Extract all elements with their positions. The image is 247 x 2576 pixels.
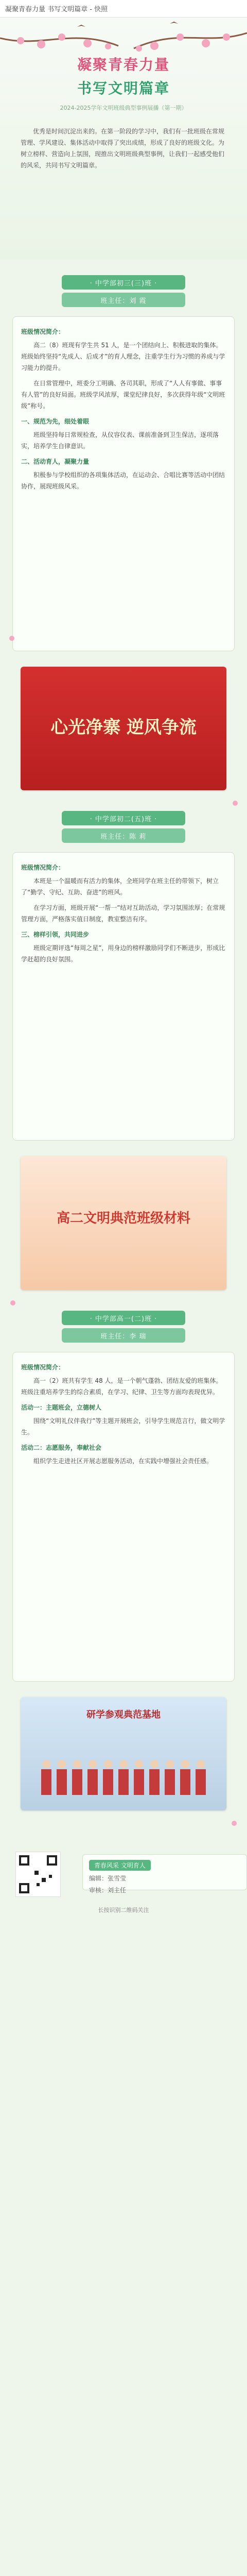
hero-subtitle: 2024-2025学年文明班级典型事例展播（第一期） [60, 105, 187, 111]
section3-heading: 班级情况简介： [21, 1364, 65, 1371]
section1-paragraph: 高二（8）班现有学生共 51 人，是一个团结向上、积极进取的集体。班级始终坚持“先成人、后成才”的育人理念，注重学生行为习惯的养成与学习能力的提升。 [21, 342, 225, 371]
article [0, 18, 247, 2576]
hero-intro: 优秀是时间沉淀出来的。在第一阶段的学习中，我们有一批班级在常规管理、学风建设、集体活动中取得了突出成绩，形成了良好的班级文化。为树立榜样、营造向上氛围，现推出文明班级典型事例，让我们一起感受他们的风采，共同书写文明篇章。 [21, 128, 225, 169]
hero-banner [0, 18, 247, 260]
group-photo-silhouettes [21, 1697, 226, 1810]
section3-author: 班主任：李 瑞 [62, 1328, 185, 1343]
hero-title-wrap [0, 54, 247, 112]
section3-subheading: 活动一：主题班会，立德树人 [21, 1404, 102, 1411]
editor-info-box [82, 1854, 247, 1894]
section2-paragraph: 班级定期评选“每周之星”，用身边的榜样激励同学们不断进步，形成比学赶超的良好氛围。 [21, 944, 225, 963]
section3-photo [21, 1697, 226, 1810]
window-title-bar [0, 0, 247, 18]
section3-paragraph: 组织学生走进社区开展志愿服务活动，在实践中增强社会责任感。 [33, 1458, 213, 1465]
section2-paragraph: 本班是一个温暖而有活力的集体，全班同学在班主任的带领下，树立了“勤学、守纪、互助、奋进”的班风。 [21, 877, 219, 896]
blossom-decoration [232, 1821, 237, 1826]
blossom-decoration [10, 1300, 15, 1306]
section2-ribbon: · 中学部初二(五)班 · [62, 811, 185, 825]
section3-ribbon: · 中学部高一(二)班 · [62, 1311, 185, 1325]
qr-code[interactable] [15, 1852, 61, 1897]
hero-title-line2: 书写文明篇章 [77, 80, 170, 97]
window-title: 凝聚青春力量 书写文明篇章 - 快照 [5, 6, 108, 13]
section3-subheading: 活动二：志愿服务，奉献社会 [21, 1444, 102, 1451]
section1-author: 班主任：刘 霞 [62, 293, 185, 307]
section1-ribbon: · 中学部初三(三)班 · [62, 275, 185, 290]
section3-photo-text: 研学参观典范基地 [86, 1709, 161, 1720]
section1-heading: 班级情况简介： [21, 328, 65, 335]
section2-heading: 班级情况简介： [21, 864, 65, 871]
section3-paragraph: 高一（2）班共有学生 48 人，是一个朝气蓬勃、团结友爱的班集体。班级注重培养学生的综合素质，在学习、纪律、卫生等方面均表现优异。 [21, 1377, 222, 1396]
section1-paragraph: 积极参与学校组织的各项集体活动，在运动会、合唱比赛等活动中团结协作，展现班级风采。 [21, 471, 225, 490]
reviewer-line: 审核：刘主任 [89, 1887, 127, 1894]
section1-paragraph: 在日常管理中，班委分工明确、各司其职，形成了“人人有事做、事事有人管”的良好局面。班级学风浓厚，课堂纪律良好，多次获得年级“文明班级”称号。 [21, 380, 225, 410]
section2-card [12, 852, 235, 1141]
section2-photo [21, 1156, 226, 1290]
hero-title-line1: 凝聚青春力量 [77, 56, 170, 73]
qr-code-icon [16, 1852, 60, 1896]
section2-photo-text: 高二文明典范班级材料 [56, 1211, 190, 1226]
section2-paragraph: 在学习方面，班级开展“一帮一”结对互助活动，学习氛围浓厚；在常规管理方面，严格落实值日制度，教室整洁有序。 [21, 904, 225, 923]
section1-subheading: 二、活动育人，凝聚力量 [21, 458, 90, 465]
blossom-decoration [233, 801, 238, 806]
section1-photo [21, 667, 226, 790]
blossom-decoration [9, 636, 14, 641]
section2-subheading: 三、榜样引领，共同进步 [21, 931, 90, 938]
section1-card [12, 316, 235, 651]
editor-line: 编辑：张雪莹 [89, 1875, 127, 1882]
section3-paragraph: 围绕“文明礼仪伴我行”等主题开展班会，引导学生规范言行，做文明学生。 [21, 1417, 225, 1436]
section1-paragraph: 班级坚持每日常规检查，从仪容仪表、课前准备到卫生保洁，逐项落实，培养学生自律意识。 [21, 431, 219, 450]
section2-author: 班主任：陈 莉 [62, 828, 185, 843]
footer-note: 长按识别二维码关注 [98, 1907, 149, 1913]
section1-subheading: 一、规范为先，细处着眼 [21, 418, 90, 425]
section1-photo-text: 心光净寨 逆风争流 [50, 717, 197, 738]
footer-tag: 青春风采 文明育人 [89, 1860, 151, 1871]
section3-card [12, 1352, 235, 1682]
